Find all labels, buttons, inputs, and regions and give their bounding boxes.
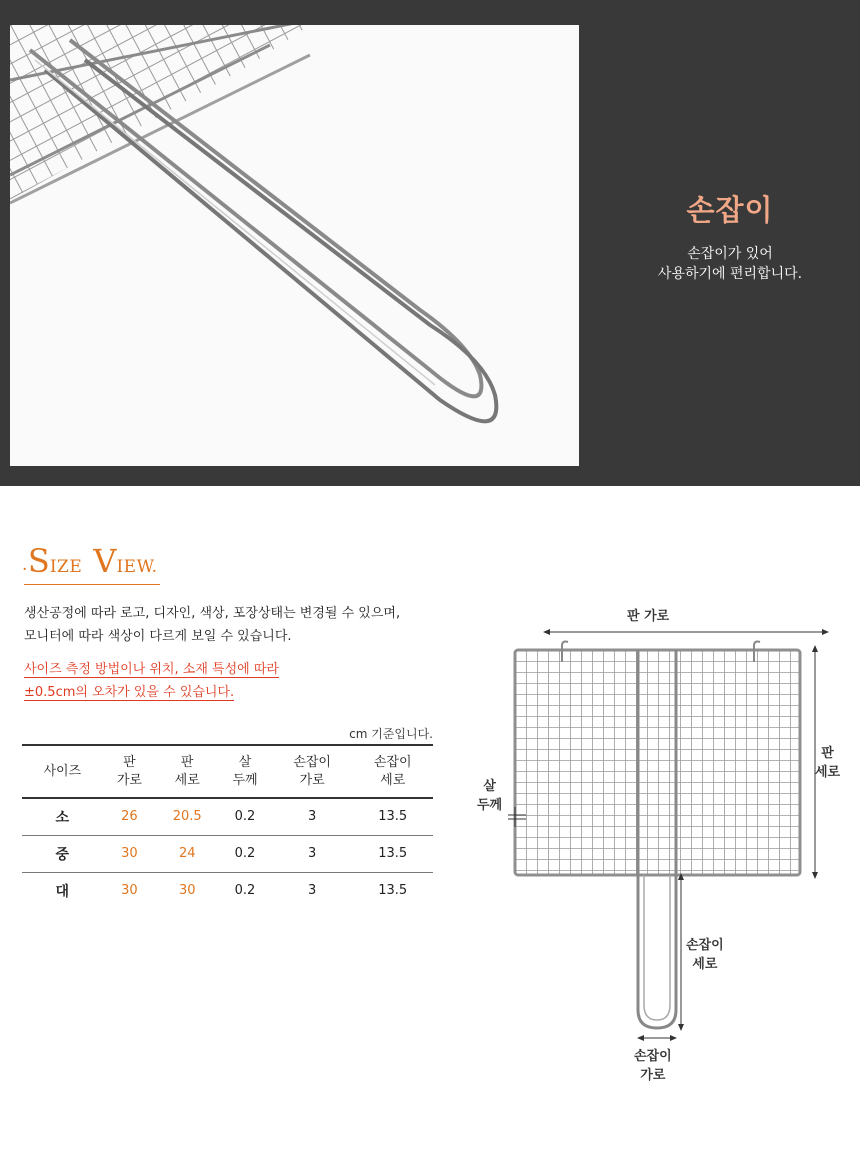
feature-desc-line2: 사용하기에 편리합니다. [657, 266, 803, 282]
header-wire-thickness: 살 두께 [218, 745, 272, 798]
header-size: 사이즈 [22, 745, 103, 798]
cell-size: 소 [22, 798, 103, 835]
cell-wire-thickness: 0.2 [234, 883, 256, 899]
heading-underline [24, 584, 160, 585]
cell-wire-thickness: 0.2 [218, 798, 272, 835]
heading-v-rest: IEW [116, 557, 152, 577]
plate-height-label: 판 세로 [815, 746, 841, 780]
heading-s-letter: S [27, 542, 50, 580]
heading-v-letter: V [93, 542, 117, 580]
notice-line1: 생산공정에 따라 로고, 디자인, 색상, 포장상태는 변경될 수 있으며, [24, 606, 401, 621]
header-handle-width: 손잡이 가로 [272, 745, 353, 798]
cell-plate-height: 20.5 [156, 798, 218, 835]
cell-plate-width: 30 [121, 883, 138, 899]
header-plate-height: 판 세로 [156, 745, 218, 798]
measurement-warning [24, 658, 279, 704]
feature-title: 손잡이 [686, 193, 774, 227]
size-table [22, 744, 433, 909]
notice-line2: 모니터에 따라 색상이 다르게 보일 수 있습니다. [24, 629, 292, 644]
cell-wire-thickness: 0.2 [218, 835, 272, 872]
cell-plate-height: 24 [156, 835, 218, 872]
feature-desc-line1: 손잡이가 있어 [687, 246, 773, 262]
cell-plate-height: 30 [178, 883, 196, 899]
feature-description [600, 244, 860, 284]
table-row [22, 798, 433, 835]
cell-handle-height: 13.5 [352, 798, 433, 835]
cell-handle-width: 3 [272, 798, 353, 835]
cell-handle-height: 13.5 [378, 883, 408, 899]
cell-plate-width: 26 [103, 798, 157, 835]
header-plate-width: 판 가로 [103, 745, 157, 798]
table-row [22, 835, 433, 872]
handle-feature-section [0, 0, 860, 486]
size-view-heading: .SIZE VIEW. [22, 540, 162, 588]
cell-handle-width: 3 [272, 835, 353, 872]
handle-height-label: 손잡이 세로 [686, 938, 724, 972]
table-header-row [22, 745, 433, 798]
product-notice [24, 602, 400, 648]
wire-thickness-label: 살 두께 [477, 779, 503, 813]
grill-plate [515, 650, 800, 875]
cell-handle-width: 3 [308, 883, 317, 899]
warning-line2: ±0.5cm의 오차가 있을 수 있습니다. [24, 685, 235, 700]
unit-note: cm 기준입니다. [349, 727, 433, 741]
cell-size: 대 [55, 883, 70, 900]
grill-handle-photo [10, 25, 579, 466]
table-row [22, 872, 433, 909]
header-handle-height: 손잡이 세로 [352, 745, 433, 798]
warning-line1: 사이즈 측정 방법이나 위치, 소재 특성에 따라 [24, 662, 279, 677]
cell-plate-width: 30 [103, 835, 157, 872]
cell-size: 중 [22, 835, 103, 872]
cell-handle-height: 13.5 [352, 835, 433, 872]
heading-s-rest: IZE [49, 557, 83, 577]
handle-width-label: 손잡이 가로 [634, 1049, 672, 1083]
grill-diagram-drawing [470, 600, 860, 1100]
size-diagram [470, 600, 860, 1100]
plate-width-label: 판 가로 [627, 609, 670, 624]
